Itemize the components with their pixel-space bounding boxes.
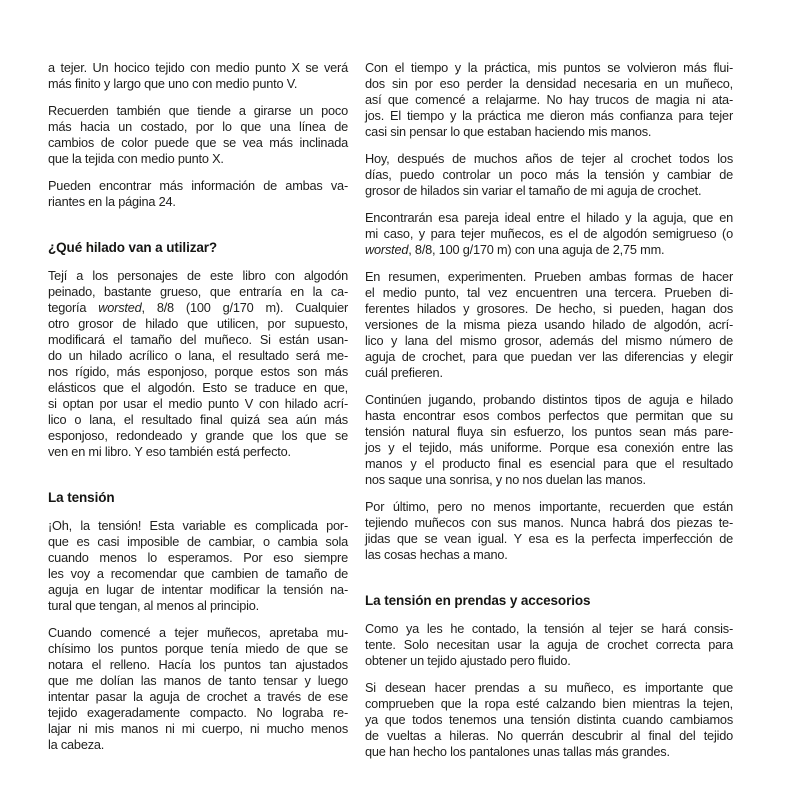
text-line: tejido exageradamente compacto. No lograba re- — [48, 705, 348, 720]
text-line: tegoría worsted, 8/8 (100 g/170 m). Cualquier — [48, 300, 349, 315]
text-line: grosor de hilados sin variar el tamaño de mi aguja de crochet. — [365, 183, 702, 198]
text-line: que es casi imposible de cambiar, o cambia sola — [48, 534, 348, 549]
text-line: ven en mi libro. Y eso también está perfecto. — [48, 444, 291, 459]
text-line: Con el tiempo y la práctica, mis puntos se volvieron más flui- — [365, 60, 733, 75]
text-line: esponjoso, redondeado y grande que los que se — [48, 428, 348, 443]
text-line: elásticos que el algodón. Esto se traduce en que, — [48, 380, 348, 395]
text-line: el medio punto, tal vez encuentren una tercera. Prueben di- — [365, 285, 733, 300]
text-line: nos saque una sonrisa, y no nos duelan las manos. — [365, 472, 646, 487]
text-line: otro grosor de hilado que utilicen, por supuesto, — [48, 316, 348, 331]
text-line: Cuando comencé a tejer muñecos, apretaba mu- — [48, 625, 348, 640]
text-line: lajar ni mis manos ni mi cuerpo, ni mucho menos — [48, 721, 348, 736]
text-line: la cabeza. — [48, 737, 105, 752]
text-line: más finito y largo que uno con medio punto V. — [48, 76, 298, 91]
text-line: Si desean hacer prendas a su muñeco, es importante que — [365, 680, 733, 695]
text-line: así que comencé a relajarme. No hay trucos de magia ni ata- — [365, 92, 733, 107]
text-line: notara el relleno. Hacía los puntos tan ajustados — [48, 657, 348, 672]
text-line: manos y el producto final es esencial para que el resultado — [365, 456, 733, 471]
paragraph — [365, 499, 733, 563]
paragraph — [48, 268, 348, 460]
text-line: tente. Solo necesitan usar la aguja de crochet correcta para — [365, 637, 733, 652]
text-line: que la tejida con medio punto X. — [48, 151, 224, 166]
text-line: lico o lana, el resultado final quizá sea aún más — [48, 412, 348, 427]
section-heading: ¿Qué hilado van a utilizar? — [48, 240, 218, 255]
paragraph — [365, 269, 733, 381]
text-line: intentar pasar la aguja de crochet a través de ese — [48, 689, 348, 704]
paragraph — [365, 151, 733, 199]
text-line: comprueben que la ropa esté calzando bien mientras la tejen, — [365, 696, 733, 711]
text-line: obtener un tejido ajustado pero fluido. — [365, 653, 571, 668]
text-line: peinado, bastante grueso, que entraría en la ca- — [48, 284, 348, 299]
text-line: ¡Oh, la tensión! Esta variable es complicada por- — [48, 518, 348, 533]
text-line: Tejí a los personajes de este libro con algodón — [48, 268, 348, 283]
paragraph — [48, 60, 348, 92]
text-line: jidas que se vean igual. Y esa es la perfecta imperfección de — [365, 531, 733, 546]
text-line: Recuerden también que tiende a girarse un poco — [48, 103, 348, 118]
text-line: tensión natural fluya sin esfuerzo, los puntos sean más pare- — [365, 424, 733, 439]
text-line: de vueltas a hileras. No querrán descubrir al final del tejido — [365, 728, 733, 743]
paragraph — [365, 210, 733, 258]
text-line: jos. El tiempo y la práctica me dieron más confianza para tejer — [365, 108, 733, 123]
text-line: ya que todos tenemos una tensión distinta cuando cambiamos — [365, 712, 733, 727]
text-line: Por último, pero no menos importante, recuerden que están — [365, 499, 733, 514]
text-line: les voy a recomendar que cambien de tamaño de — [48, 566, 348, 581]
paragraph — [365, 621, 733, 669]
text-line: Como ya les he contado, la tensión al tejer se hará consis- — [365, 621, 733, 636]
text-line: modificará el tamaño del muñeco. Si están usan- — [48, 332, 348, 347]
text-line: si optan por usar el medio punto V con hilado acrí- — [48, 396, 348, 411]
paragraph — [48, 625, 348, 753]
paragraph — [48, 178, 348, 210]
right-text-column — [365, 60, 733, 771]
text-line: tejiendo muñecos con sus manos. Nunca habrá dos piezas te- — [365, 515, 733, 530]
text-line: riantes en la página 24. — [48, 194, 176, 209]
section-heading: La tensión en prendas y accesorios — [365, 593, 591, 608]
text-line: hasta encontrar esos combos perfectos que permitan que su — [365, 408, 733, 423]
text-line: Encontrarán esa pareja ideal entre el hilado y la aguja, que en — [365, 210, 733, 225]
text-line: worsted, 8/8, 100 g/170 m) con una aguja de 2,75 mm. — [365, 242, 665, 257]
text-line: que han hecho los pantalones unas tallas más grandes. — [365, 744, 670, 759]
text-line: En resumen, experimenten. Prueben ambas formas de hacer — [365, 269, 733, 284]
paragraph — [365, 680, 733, 760]
left-text-column — [48, 60, 348, 764]
text-line: Pueden encontrar más información de ambas va- — [48, 178, 348, 193]
paragraph — [48, 103, 348, 167]
text-line: versiones de la misma pieza usando hilado de algodón, acrí- — [365, 317, 733, 332]
text-line: Hoy, después de muchos años de tejer al crochet todos los — [365, 151, 733, 166]
text-line: ferentes hilados y grosores. De hecho, si pueden, hagan dos — [365, 301, 733, 316]
text-line: do un hilado acrílico o lana, el resultado será me- — [48, 348, 348, 363]
paragraph — [365, 60, 733, 140]
text-line: lico y lana del mismo grosor, además del mismo número de — [365, 333, 733, 348]
text-line: tural que tengan, al menos al principio. — [48, 598, 260, 613]
text-line: nos rígido, más esponjoso, porque estos son más — [48, 364, 348, 379]
text-line: las cosas hechas a mano. — [365, 547, 508, 562]
paragraph — [365, 392, 733, 488]
text-line: dos sin por eso perder la densidad necesaria en un muñeco, — [365, 76, 733, 91]
text-line: aguja en lugar de intentar modificar la tensión na- — [48, 582, 348, 597]
text-line: casi sin pensar lo que estaban haciendo mis manos. — [365, 124, 652, 139]
text-line: que me dolían las manos de tanto tensar y luego — [48, 673, 348, 688]
text-line: cuando menos lo esperamos. Por eso siempre — [48, 550, 348, 565]
text-line: cuál prefieren. — [365, 365, 443, 380]
text-line: jos y el tejido, más uniforme. Porque esa conexión entre las — [365, 440, 733, 455]
paragraph — [48, 518, 348, 614]
text-line: Continúen jugando, probando distintos tipos de aguja e hilado — [365, 392, 733, 407]
text-line: más hacia un costado, por lo que una línea de — [48, 119, 348, 134]
text-line: aguja de crochet, para que puedan ver las diferencias y elegir — [365, 349, 733, 364]
text-line: chísimo los puntos porque tenía miedo de que se — [48, 641, 348, 656]
text-line: a tejer. Un hocico tejido con medio punto X se verá — [48, 60, 348, 75]
text-line: días, puedo controlar un poco más la tensión y cambiar de — [365, 167, 733, 182]
text-line: cambios de color puede que se vea más inclinada — [48, 135, 348, 150]
section-heading: La tensión — [48, 490, 115, 505]
text-line: mi caso, y para tejer muñecos, es el de algodón semigrueso (o — [365, 226, 733, 241]
